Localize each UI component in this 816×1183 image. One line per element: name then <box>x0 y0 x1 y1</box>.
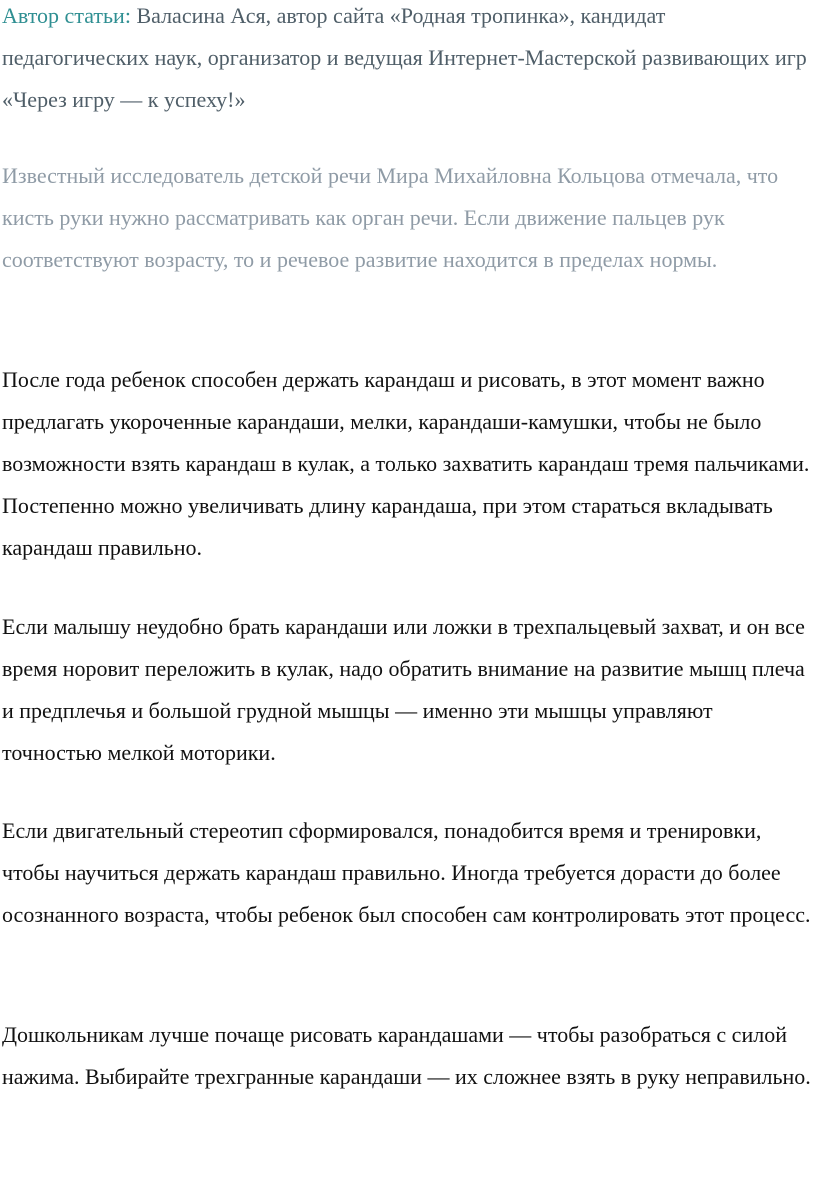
body-paragraph-2: Если малышу неудобно брать карандаши или ложки в трехпальцевый захват, и он все время норовит переложить в кулак, надо обратить внимание на развитие мышц плеча и предплечья и большой грудной мышцы — именно эти мышцы управляют точностью мелкой моторики. <box>2 614 805 765</box>
author-description: Валасина Ася, автор сайта «Родная тропинка», кандидат педагогических наук, организатор и ведущая Интернет-Мастерской развивающих игр «Через игру — к успеху!» <box>2 3 807 112</box>
quote-paragraph: Известный исследователь детской речи Мира Михайловна Кольцова отмечала, что кисть руки нужно рассматривать как орган речи. Если движение пальцев рук соответствуют возрасту, то и речевое развитие находится в пределах нормы. <box>2 163 779 272</box>
author-label: Автор статьи: <box>2 3 131 28</box>
body-paragraph-3: Если двигательный стереотип сформировался, понадобится время и тренировки, чтобы научиться держать карандаш правильно. Иногда требуется дорасти до более осознанного возраста, чтобы ребенок был способен сам контролировать этот процесс. <box>2 818 811 927</box>
body-paragraph-4: Дошкольникам лучше почаще рисовать карандашами — чтобы разобраться с силой нажима. Выбирайте трехгранные карандаши — их сложнее взять в руку неправильно. <box>2 1022 811 1089</box>
body-paragraph-1: После года ребенок способен держать карандаш и рисовать, в этот момент важно предлагать укороченные карандаши, мелки, карандаши-камушки, чтобы не было возможности взять карандаш в кулак, а только захватить карандаш тремя пальчиками. Постепенно можно увеличивать длину карандаша, при этом стараться вкладывать карандаш правильно. <box>2 367 810 560</box>
author-paragraph <box>2 0 814 121</box>
